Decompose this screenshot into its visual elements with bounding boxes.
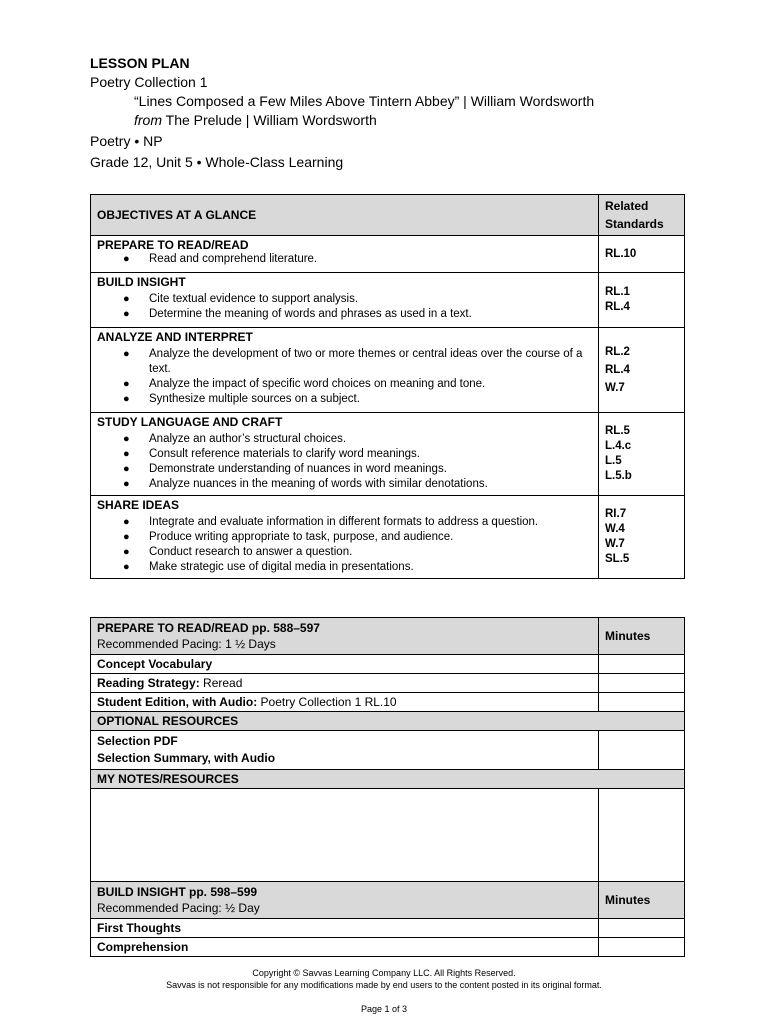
page-title: LESSON PLAN [90,55,190,71]
genre: Poetry • NP [90,133,163,149]
standard-code: RL.2 [605,346,630,358]
objectives-table [90,194,685,579]
student-edition-label: Student Edition, with Audio: [97,695,258,709]
selection-1: “Lines Composed a Few Miles Above Tintern Abbey” | William Wordsworth [134,93,595,109]
standard-code: L.5.b [605,470,632,482]
section-title: SHARE IDEAS [97,498,180,512]
prepare-title: PREPARE TO READ/READ pp. 588–597 [97,621,320,635]
minutes-cell [599,938,685,957]
page-number: Page 1 of 3 [360,1004,408,1014]
build-pacing: Recommended Pacing: ½ Day [97,901,260,915]
standard-code: RI.7 [605,508,627,520]
standards-cell [599,236,685,273]
comprehension: Comprehension [91,938,599,957]
objective-item: ● Analyze the development of two or more themes or central ideas over the course of a text. [97,347,592,377]
minutes-cell [599,693,685,712]
standard-code: RL.4 [605,364,630,376]
objective-item: ● Demonstrate understanding of nuances in word meanings. [97,462,592,477]
objective-section-build-insight [91,273,599,328]
footer [0,967,768,991]
minutes-cell [599,731,685,770]
objective-item: ● Determine the meaning of words and phrases as used in a text. [97,307,592,322]
objective-item: ● Analyze the impact of specific word choices on meaning and tone. [97,377,592,392]
minutes-header: Minutes [599,618,685,655]
document-header [90,54,594,172]
objective-item: ● Conduct research to answer a question. [97,545,592,560]
standard-code: RL.5 [605,425,630,437]
objective-section-share-ideas [91,496,599,579]
objective-section-prepare [91,236,599,273]
minutes-header: Minutes [599,882,685,919]
minutes-cell [599,919,685,938]
my-notes-header: MY NOTES/RESOURCES [91,770,685,789]
standard-code: L.4.c [605,440,632,452]
minutes-cell [599,674,685,693]
standard-code: L.5 [605,455,622,467]
objective-item: ● Integrate and evaluate information in different formats to address a question. [97,515,592,530]
build-title: BUILD INSIGHT pp. 598–599 [97,885,258,899]
reading-strategy-label: Reading Strategy: [97,676,200,690]
copyright: Copyright © Savvas Learning Company LLC. All Rights Reserved. [252,968,516,978]
standard-code: RL.4 [605,301,630,313]
selection-2-rest: The Prelude | William Wordsworth [162,112,377,128]
optional-resources-header: OPTIONAL RESOURCES [91,712,685,731]
prepare-section-header [91,618,599,655]
notes-minutes-cell [599,789,685,882]
selection-2-from: from [134,112,162,128]
selection-pdf: Selection PDF [97,734,178,748]
standard-code: RL.10 [605,247,637,260]
standard-code: W.4 [605,523,625,535]
standards-cell [599,328,685,413]
section-title: ANALYZE AND INTERPRET [97,330,253,344]
standards-cell [599,496,685,579]
grade-unit: Grade 12, Unit 5 • Whole-Class Learning [90,154,344,170]
selection-summary: Selection Summary, with Audio [97,751,276,765]
objective-section-analyze [91,328,599,413]
build-insight-header [91,882,599,919]
prepare-pacing: Recommended Pacing: 1 ½ Days [97,637,276,651]
section-title: STUDY LANGUAGE AND CRAFT [97,415,283,429]
objective-item: ● Produce writing appropriate to task, purpose, and audience. [97,530,592,545]
first-thoughts: First Thoughts [91,919,599,938]
standard-code: SL.5 [605,553,630,565]
standards-header: Related Standards [599,195,685,236]
optional-resources-list [91,731,599,770]
objective-item: ● Synthesize multiple sources on a subject. [97,392,592,407]
standard-code: RL.1 [605,286,630,298]
section-title: PREPARE TO READ/READ [97,238,249,252]
standard-code: W.7 [605,538,625,550]
objective-item: ● Make strategic use of digital media in presentations. [97,560,592,575]
concept-vocabulary: Concept Vocabulary [91,655,599,674]
reading-strategy [91,674,599,693]
standard-code: W.7 [605,382,625,394]
objectives-header: OBJECTIVES AT A GLANCE [91,195,599,236]
disclaimer: Savvas is not responsible for any modifications made by end users to the content posted in its original format. [166,980,602,990]
student-edition-value: Poetry Collection 1 RL.10 [257,695,397,709]
standards-cell [599,273,685,328]
objective-item: ● Cite textual evidence to support analysis. [97,292,592,307]
section-title: BUILD INSIGHT [97,275,186,289]
objective-item: ● Read and comprehend literature. [97,252,592,267]
objective-item: ● Analyze an author’s structural choices. [97,432,592,447]
student-edition [91,693,599,712]
notes-area [91,789,599,882]
objective-item: ● Analyze nuances in the meaning of words with similar denotations. [97,477,592,492]
objective-section-language-craft [91,413,599,496]
selection-2 [90,111,594,130]
standards-cell [599,413,685,496]
minutes-cell [599,655,685,674]
reading-strategy-value: Reread [199,676,243,690]
collection-name: Poetry Collection 1 [90,74,208,90]
objective-item: ● Consult reference materials to clarify word meanings. [97,447,592,462]
pacing-table [90,617,685,957]
